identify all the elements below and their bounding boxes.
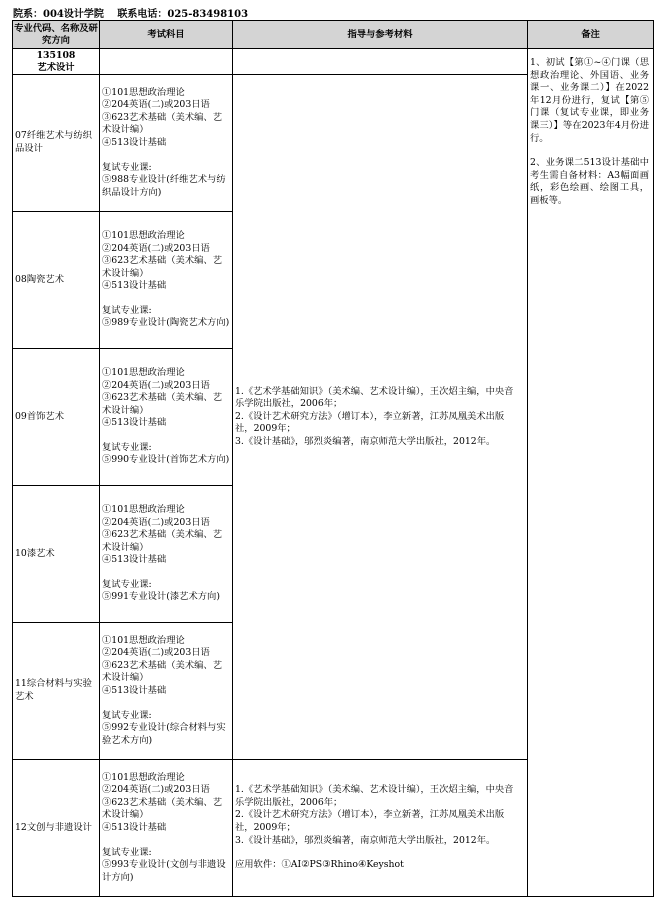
- subject-3: ③623艺术基础（美术编、艺术设计编）: [102, 111, 223, 136]
- subject-3: ③623艺术基础（美术编、艺术设计编）: [102, 796, 223, 821]
- subject-4: ④513设计基础: [102, 137, 167, 148]
- phone-label: 联系电话：025-83498103: [117, 9, 249, 20]
- major-cell: [13, 49, 100, 75]
- direction-name: 12文创与非遗设计: [13, 760, 100, 897]
- software-line: 应用软件：①AI②PS③Rhino④Keyshot: [235, 859, 404, 871]
- major-subjects-empty: [100, 49, 233, 75]
- subject-3: ③623艺术基础（美术编、艺术设计编）: [102, 255, 223, 279]
- retest-subject: ⑤990专业设计(首饰艺术方向): [102, 454, 230, 466]
- retest-subject: ⑤992专业设计(综合材料与实验艺术方向): [102, 722, 226, 746]
- subject-4: ④513设计基础: [102, 822, 167, 833]
- direction-name: 11综合材料与实验艺术: [13, 623, 100, 760]
- subjects-cell: [100, 75, 233, 212]
- reference-item: 3.《设计基础》，邬烈炎编著，南京师范大学出版社，2012年。: [235, 435, 496, 447]
- reference-item: 2.《设计艺术研究方法》（增订本），李立新著，江苏凤凰美术出版社，2009年；: [235, 809, 505, 833]
- references-last-cell: [233, 760, 528, 897]
- subject-4: ④513设计基础: [102, 685, 167, 696]
- header-major: 专业代码、名称及研究方向: [13, 21, 100, 49]
- reference-item: 1.《艺术学基础知识》（美术编、艺术设计编），王次炤主编，中央音乐学院出版社，2006年；: [235, 784, 514, 808]
- subject-1: ①101思想政治理论: [102, 771, 185, 783]
- reference-item: 2.《设计艺术研究方法》（增订本），李立新著，江苏凤凰美术出版社，2009年；: [235, 410, 505, 435]
- note-2: 2、业务课二513设计基础中考生需自备材料：A3幅面画纸，彩色绘画、绘图工具，画板等。: [530, 157, 649, 206]
- subject-1: ①101思想政治理论: [102, 366, 185, 378]
- subject-2: ②204英语(二)或203日语: [102, 379, 210, 391]
- subjects-cell: [100, 212, 233, 349]
- subject-3: ③623艺术基础（美术编、艺术设计编）: [102, 659, 223, 684]
- subject-1: ①101思想政治理论: [102, 503, 185, 515]
- subject-4: ④513设计基础: [102, 554, 167, 566]
- retest-subject: ⑤988专业设计(纤维艺术与纺织品设计方向): [102, 174, 226, 198]
- major-references-empty: [233, 49, 528, 75]
- direction-name: 07纤维艺术与纺织品设计: [13, 75, 100, 212]
- direction-name: 08陶瓷艺术: [13, 212, 100, 349]
- retest-label: 复试专业课:: [102, 846, 152, 858]
- subject-2: ②204英语(二)或203日语: [102, 242, 210, 254]
- subjects-cell: [100, 486, 233, 623]
- subject-4: ④513设计基础: [102, 280, 167, 292]
- subject-1: ①101思想政治理论: [102, 86, 185, 98]
- major-row: [13, 49, 654, 75]
- reference-item: 3.《设计基础》，邬烈炎编著，南京师范大学出版社，2012年。: [235, 834, 496, 846]
- retest-label: 复试专业课:: [102, 441, 152, 453]
- note-1: 1、初试【第①~④门课（思想政治理论、外国语、业务课一、业务课二）】在2022年12月份进行，复试【第⑤门课（复试专业课，即业务课三）】等在2023年4月份进行。: [530, 57, 649, 144]
- subject-4: ④513设计基础: [102, 417, 167, 429]
- subject-3: ③623艺术基础（美术编、艺术设计编）: [102, 392, 223, 416]
- table-header-row: [13, 21, 654, 49]
- direction-name: 09首饰艺术: [13, 349, 100, 486]
- notes-cell: [528, 49, 654, 897]
- retest-subject: ⑤991专业设计(漆艺术方向): [102, 591, 220, 603]
- retest-label: 复试专业课:: [102, 161, 152, 173]
- catalog-table: [12, 20, 654, 897]
- subject-2: ②204英语(二)或203日语: [102, 647, 210, 659]
- subject-2: ②204英语(二)或203日语: [102, 784, 210, 796]
- subjects-cell: [100, 760, 233, 897]
- retest-label: 复试专业课:: [102, 578, 152, 590]
- major-code: 135108: [36, 49, 76, 61]
- subject-3: ③623艺术基础（美术编、艺术设计编）: [102, 529, 223, 553]
- retest-subject: ⑤989专业设计(陶瓷艺术方向): [102, 317, 230, 329]
- references-shared-cell: [233, 75, 528, 760]
- department-label: 院系：004设计学院: [13, 9, 104, 20]
- subject-2: ②204英语(二)或203日语: [102, 516, 210, 528]
- retest-label: 复试专业课:: [102, 709, 152, 721]
- subject-1: ①101思想政治理论: [102, 229, 185, 241]
- subjects-cell: [100, 349, 233, 486]
- header-references: 指导与参考材料: [233, 21, 528, 49]
- page-header: [13, 5, 258, 20]
- direction-name: 10漆艺术: [13, 486, 100, 623]
- retest-subject: ⑤993专业设计(文创与非遗设计方向): [102, 859, 226, 883]
- reference-item: 1.《艺术学基础知识》（美术编、艺术设计编），王次炤主编，中央音乐学院出版社，2006年；: [235, 385, 514, 410]
- subject-2: ②204英语(二)或203日语: [102, 99, 210, 111]
- subject-1: ①101思想政治理论: [102, 634, 185, 646]
- retest-label: 复试专业课:: [102, 304, 152, 316]
- header-subjects: 考试科目: [100, 21, 233, 49]
- major-name: 艺术设计: [37, 61, 75, 73]
- subjects-cell: [100, 623, 233, 760]
- header-notes: 备注: [528, 21, 654, 49]
